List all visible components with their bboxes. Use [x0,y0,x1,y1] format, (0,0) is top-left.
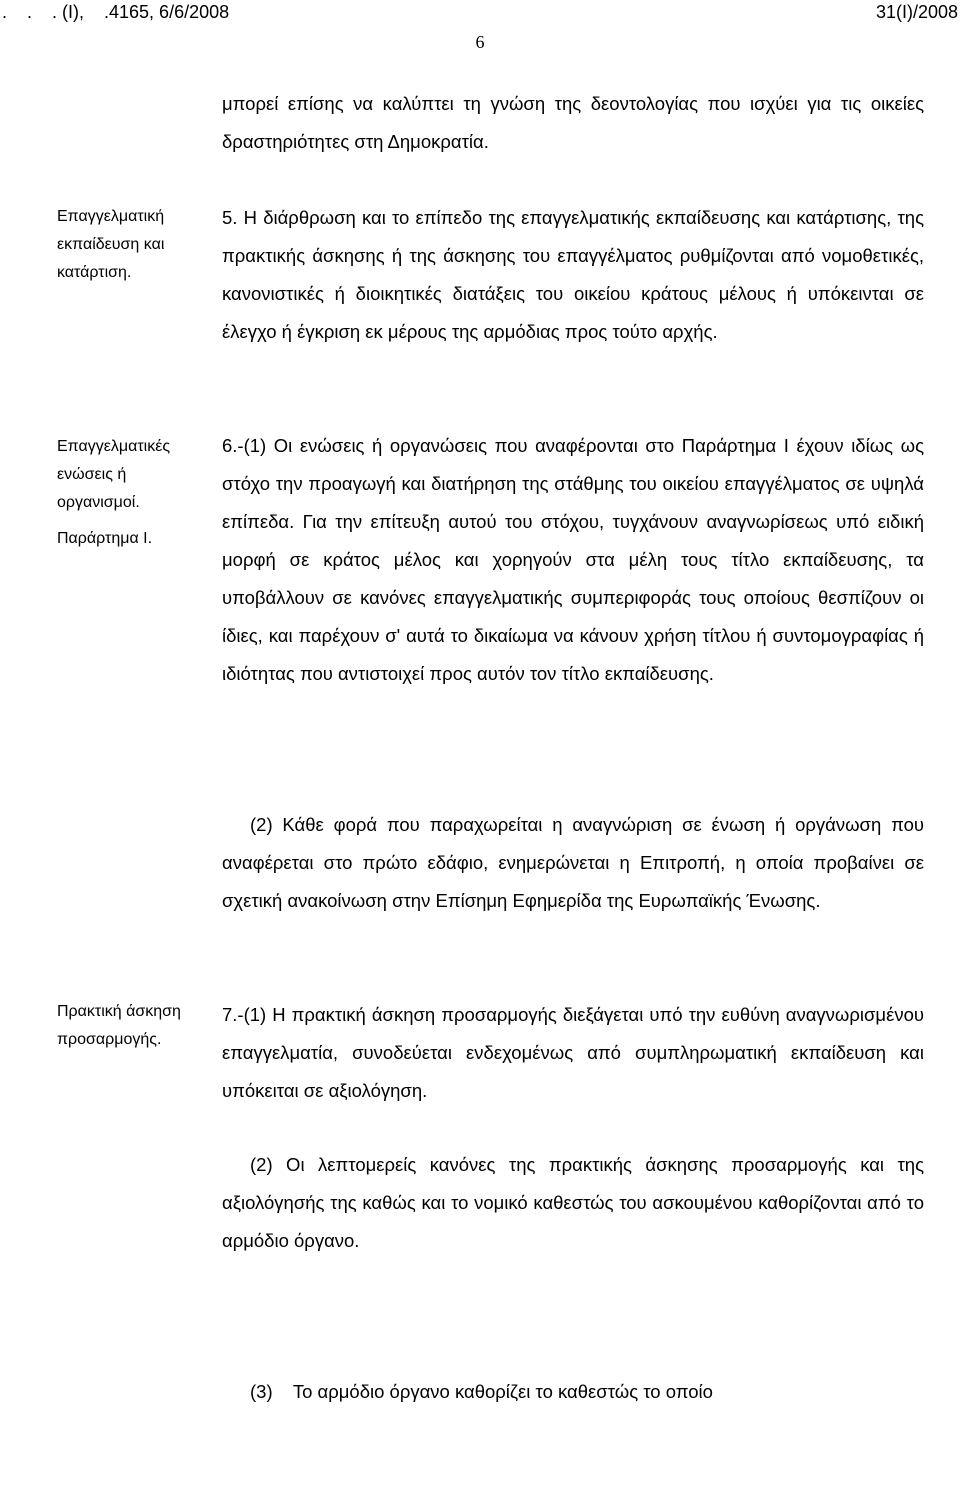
body-text [222,427,924,693]
paragraph: 6.-(1) Οι ενώσεις ή οργανώσεις που αναφέρονται στο Παράρτημα Ι έχουν ιδίως ως στόχο την προαγωγή και διατήρηση της στάθμης του οικείου επαγγέλματος σε υψηλά επίπεδα. Για την επίτευξη αυτού του στόχου, τυγχάνουν αναγνωρίσεως υπό ειδική μορφή σε κράτος μέλος και χορηγούν στα μέλη τους τίτλο εκπαίδευσης, τα υποβάλλουν σε κανόνες επαγγελματικής συμπεριφοράς τους οποίους θεσπίζουν οι ίδιες, και παρέχουν σ' αυτά το δικαίωμα να κάνουν χρήση τίτλου ή συντομογραφίας ή ιδιότητας που αντιστοιχεί προς αυτόν τον τίτλο εκπαίδευσης. [222,435,924,684]
body-text [222,1146,924,1260]
margin-note-text: Πρακτική άσκηση προσαρμογής. [57,1003,181,1048]
margin-note-text: Επαγγελματική εκπαίδευση και κατάρτιση. [57,208,165,281]
body-text [222,1297,924,1487]
margin-note-text: Επαγγελματικές ενώσεις ή οργανισμοί. [57,438,171,511]
body-text [222,806,924,920]
paragraph: 5. Η διάρθρωση και το επίπεδο της επαγγελματικής εκπαίδευσης και κατάρτισης, της πρακτικής άσκησης ή της άσκησης του επαγγέλματος ρυθμίζονται από νομοθετικές, κανονιστικές ή διοικητικές διατάξεις του οικείου κράτους μέλους ή υπόκεινται σε έλεγχο ή έγκριση εκ μέρους της αρμόδιας προς τούτο αρχής. [222,207,924,342]
paragraph: μπορεί επίσης να καλύπτει τη γνώση της δεοντολογίας που ισχύει για τις οικείες δραστηριότητες στη Δημοκρατία. [222,93,924,152]
paragraph: (3) Το αρμόδιο όργανο καθορίζει το καθεστώς το οποίο [250,1381,713,1402]
body-text [222,199,924,351]
margin-note-annex: Παράρτημα Ι. [57,530,153,547]
header-right: 31(Ι)/2008 [875,2,958,22]
paragraph: (2) Οι λεπτομερείς κανόνες της πρακτικής άσκησης προσαρμογής και της αξιολόγησής της καθώς και το νομικό καθεστώς του ασκουμένου καθορίζονται από το αρμόδιο όργανο. [222,1154,924,1251]
header-left: . . . (Ι), .4165, 6/6/2008 [2,2,230,22]
body-text [222,85,924,161]
margin-note [57,203,197,287]
body-text [222,996,924,1110]
paragraph: (2) Κάθε φορά που παραχωρείται η αναγνώριση σε ένωση ή οργάνωση που αναφέρεται στο πρώτο εδάφιο, ενημερώνεται η Επιτροπή, η οποία προβαίνει σε σχετική ανακοίνωση στην Επίσημη Εφημερίδα της Ευρωπαϊκής Ένωσης. [222,814,924,911]
margin-note [57,998,207,1054]
margin-note [57,433,197,553]
paragraph: 7.-(1) Η πρακτική άσκηση προσαρμογής διεξάγεται υπό την ευθύνη αναγνωρισμένου επαγγελματία, συνοδεύεται ενδεχομένως από συμπληρωματική εκπαίδευση και υπόκειται σε αξιολόγηση. [222,1004,924,1101]
page-number: 6 [475,32,485,52]
